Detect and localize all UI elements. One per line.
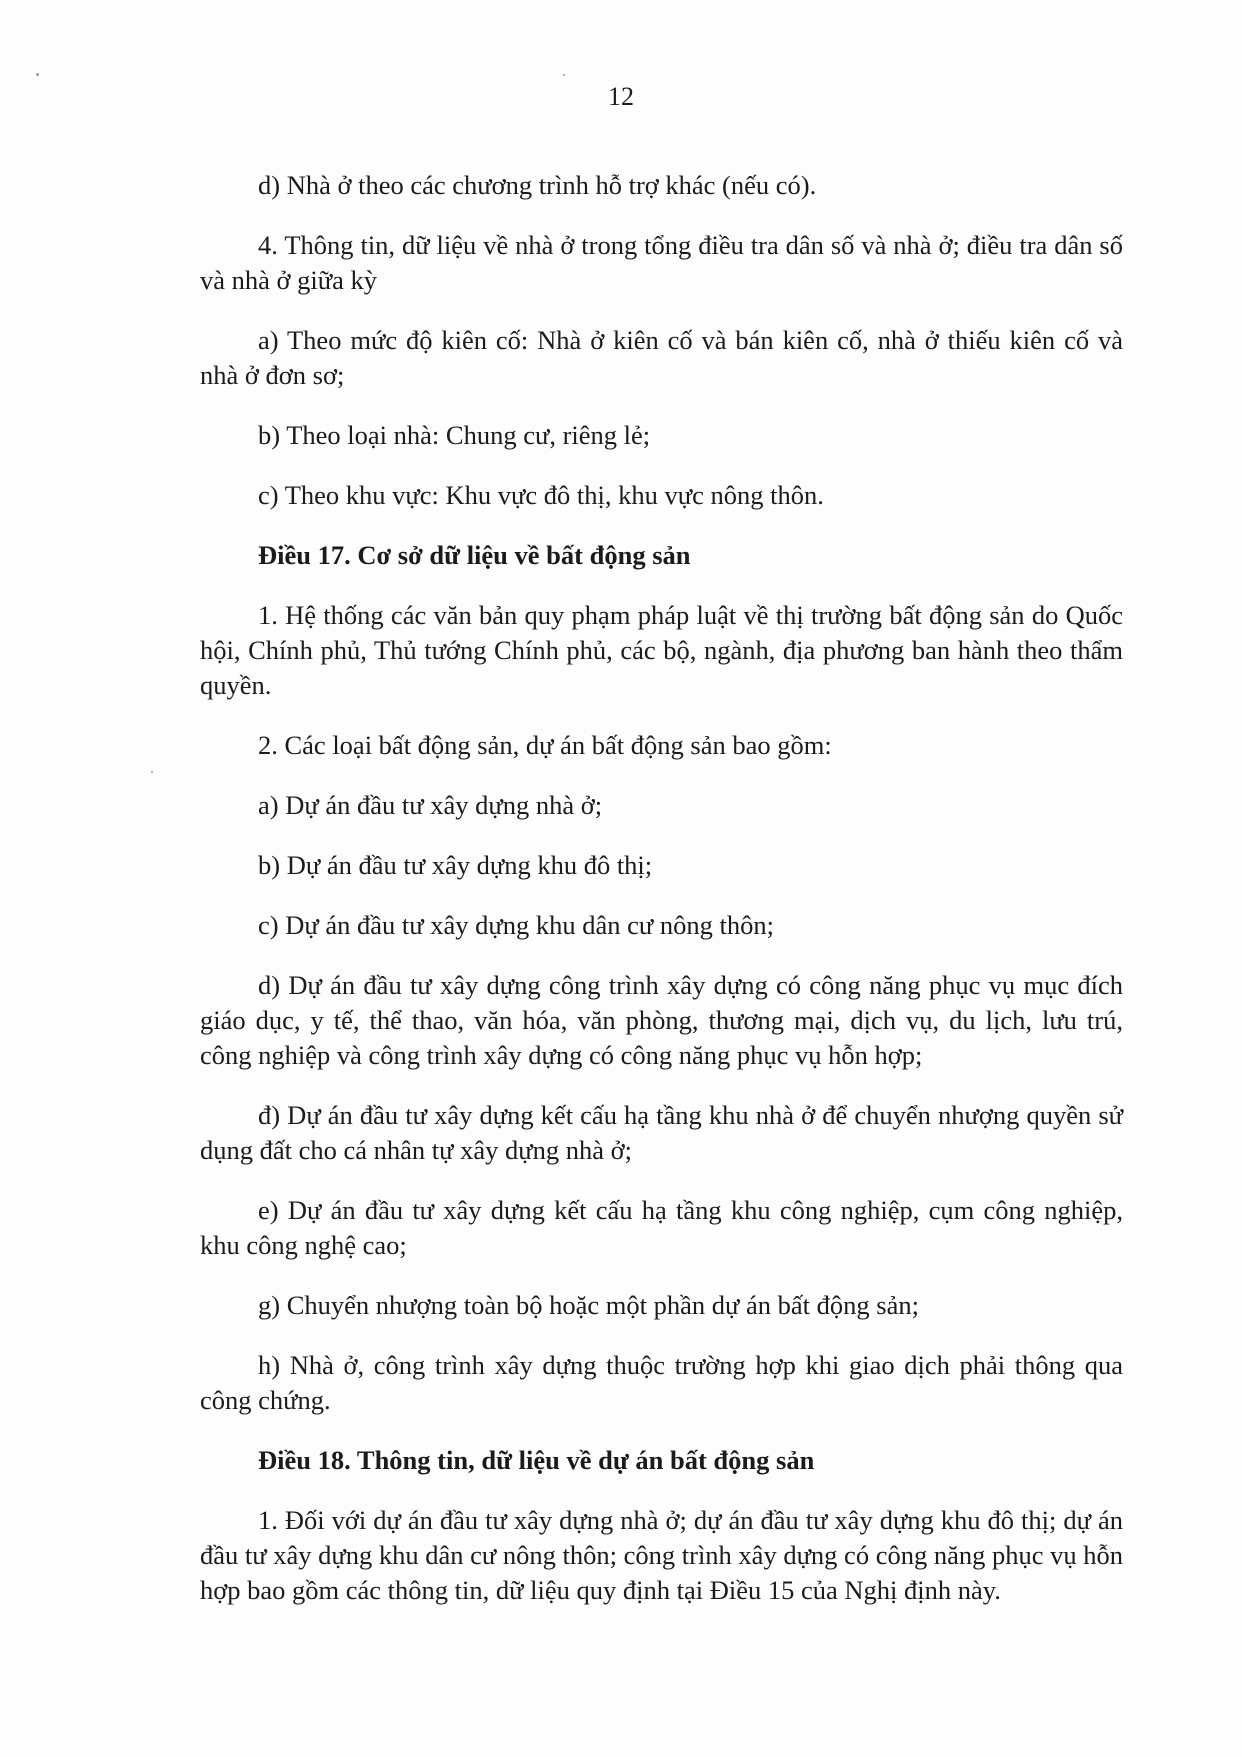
article-17-item-g: g) Chuyển nhượng toàn bộ hoặc một phần dự án bất động sản; [258,1290,919,1320]
paragraph-3d: d) Nhà ở theo các chương trình hỗ trợ khác (nếu có). [258,170,817,200]
article-17-heading: Điều 17. Cơ sở dữ liệu về bất động sản [258,540,691,570]
article-18-clause-1: 1. Đối với dự án đầu tư xây dựng nhà ở; dự án đầu tư xây dựng khu đô thị; dự án đầu tư xây dựng khu dân cư nông thôn; công trình xây dựng có công năng phục vụ hỗn hợp bao gồm các thông tin, dữ liệu quy định tại Điều 15 của Nghị định này. [200,1505,1123,1605]
scan-speck [36,73,39,76]
paragraph-4a: a) Theo mức độ kiên cố: Nhà ở kiên cố và bán kiên cố, nhà ở thiếu kiên cố và nhà ở đơn sơ; [200,325,1123,390]
article-17-clause-1: 1. Hệ thống các văn bản quy phạm pháp luật về thị trường bất động sản do Quốc hội, Chính phủ, Thủ tướng Chính phủ, các bộ, ngành, địa phương ban hành theo thẩm quyền. [200,600,1123,700]
paragraph-4b: b) Theo loại nhà: Chung cư, riêng lẻ; [258,420,651,450]
article-17-item-e: e) Dự án đầu tư xây dựng kết cấu hạ tầng khu công nghiệp, cụm công nghiệp, khu công nghệ cao; [200,1195,1123,1260]
scan-speck [563,74,565,76]
article-17-item-a: a) Dự án đầu tư xây dựng nhà ở; [258,790,603,820]
paragraph-4: 4. Thông tin, dữ liệu về nhà ở trong tổng điều tra dân số và nhà ở; điều tra dân số và nhà ở giữa kỳ [200,230,1123,295]
article-18-heading: Điều 18. Thông tin, dữ liệu về dự án bất động sản [258,1445,815,1475]
document-body [200,168,1123,1633]
article-17-item-dd: đ) Dự án đầu tư xây dựng kết cấu hạ tầng khu nhà ở để chuyển nhượng quyền sử dụng đất cho cá nhân tự xây dựng nhà ở; [200,1100,1123,1165]
paragraph-4c: c) Theo khu vực: Khu vực đô thị, khu vực nông thôn. [258,480,824,510]
scan-speck [151,771,153,773]
article-17-item-b: b) Dự án đầu tư xây dựng khu đô thị; [258,850,653,880]
article-17-item-d: d) Dự án đầu tư xây dựng công trình xây dựng có công năng phục vụ mục đích giáo dục, y tế, thể thao, văn hóa, văn phòng, thương mại, dịch vụ, du lịch, lưu trú, công nghiệp và công trình xây dựng có công năng phục vụ hỗn hợp; [200,970,1123,1070]
article-17-item-h: h) Nhà ở, công trình xây dựng thuộc trường hợp khi giao dịch phải thông qua công chứng. [200,1350,1123,1415]
article-17-clause-2: 2. Các loại bất động sản, dự án bất động sản bao gồm: [258,730,832,760]
page-number: 12 [608,82,634,111]
article-17-item-c: c) Dự án đầu tư xây dựng khu dân cư nông thôn; [258,910,774,940]
